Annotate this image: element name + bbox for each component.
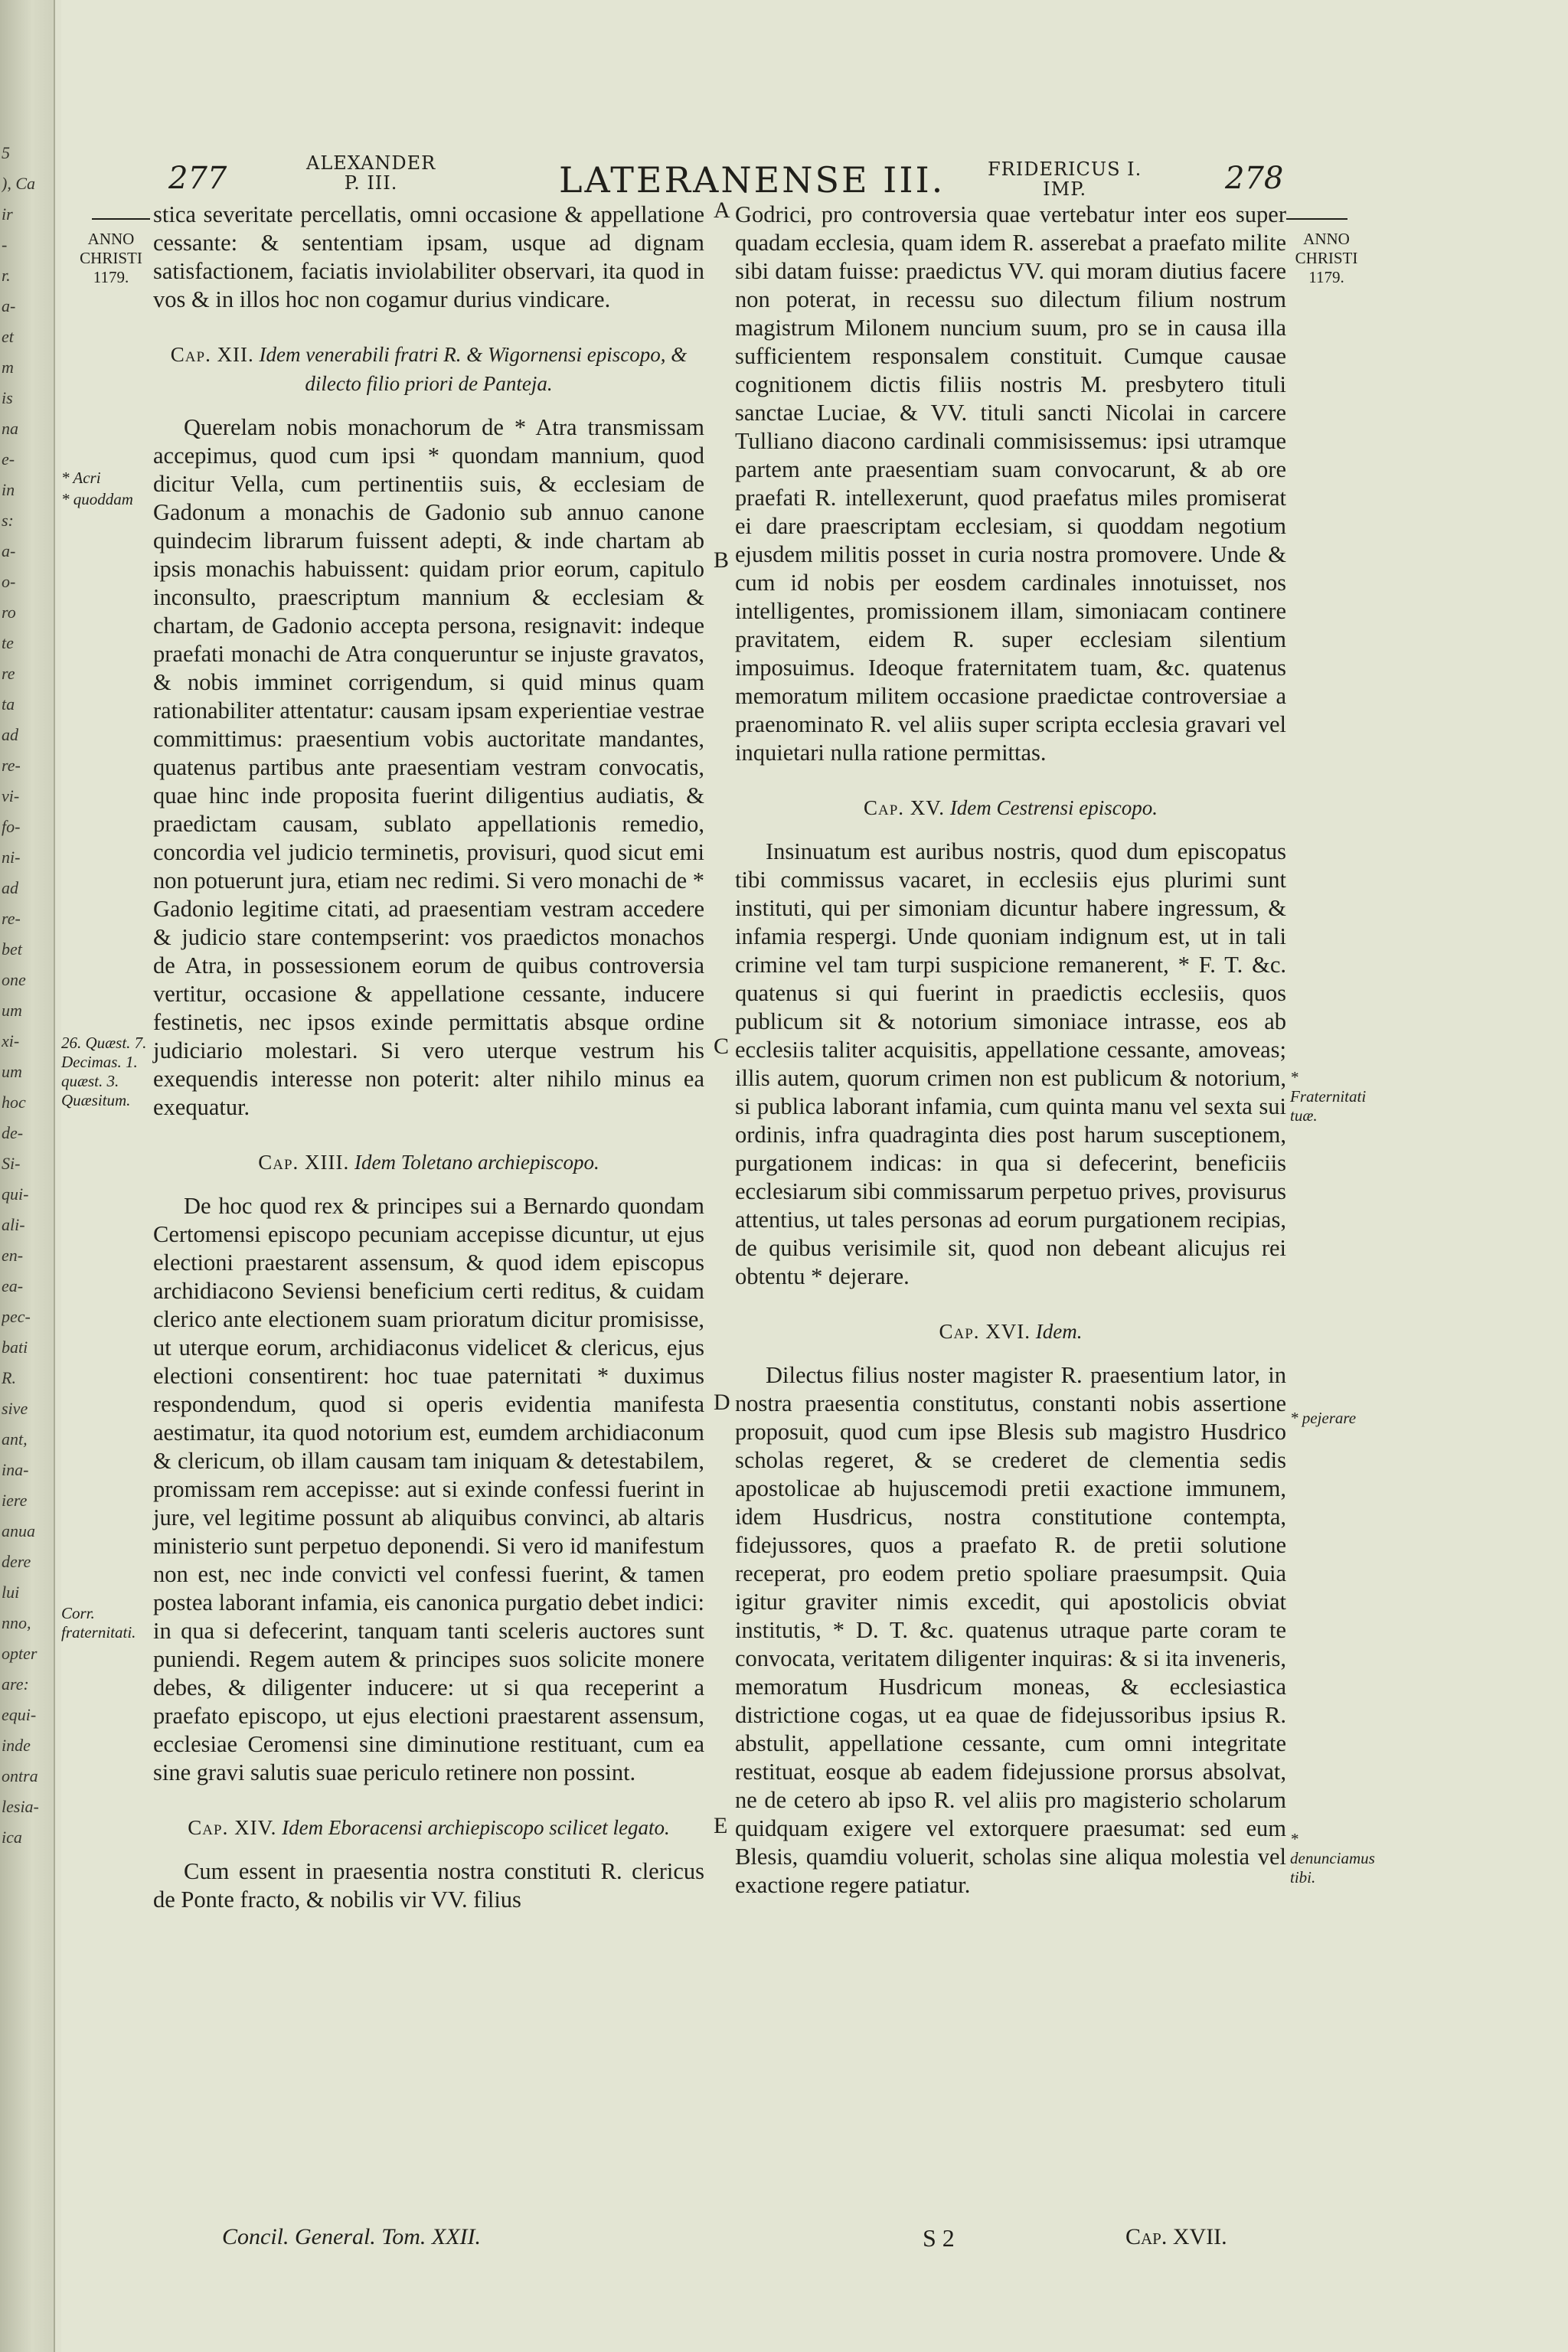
spine-fragment: ir [2, 204, 13, 224]
running-head-right-line1: FRIDERICUS I. [988, 158, 1142, 180]
chapter-address: Idem Toletano archiepiscopo. [354, 1151, 599, 1174]
spine-fragment: ta [2, 694, 15, 714]
spine-fragment: ro [2, 603, 16, 622]
margin-rule-right [1286, 218, 1348, 220]
chapter-heading-xiii [153, 1148, 704, 1177]
spine-fragment: fo- [2, 817, 21, 836]
section-letter-c: C [714, 1034, 730, 1059]
paragraph-continuation: stica severitate percellatis, omni occasione & appellatione cessante: & sententiam ipsam, usque ad dignam satisfactionem, faciatis inviolabiliter observari, ita quod in vos & in illos hoc non cogamur durius vindicare. [153, 201, 704, 312]
spine-fragment: et [2, 327, 14, 346]
chapter-label: Cap. XVI. [939, 1320, 1031, 1343]
text-column-right [735, 201, 1286, 1900]
anno-christi-left [77, 230, 145, 287]
footer-volume-reference: Concil. General. Tom. XXII. [222, 2224, 482, 2249]
christi-label: CHRISTI [80, 249, 142, 267]
spine-fragment: ad [2, 725, 18, 744]
chapter-heading-xiv [153, 1813, 704, 1842]
spine-fragment: anua [2, 1521, 35, 1540]
text-column-left [153, 201, 704, 1914]
spine-fragment: nno, [2, 1613, 31, 1632]
margin-note-quaestio: 26. Quæst. 7. Decimas. 1. quæst. 3. Quæsitum. [61, 1034, 147, 1109]
spine-fragment: Si- [2, 1154, 21, 1173]
paragraph-cap12: Querelam nobis monachorum de * Atra transmissam accepimus, quod cum ipsi * quondam mannium, quod dicitur Vella, cum pertinentiis suis, & ecclesiam de Gadonum a monachis de Gadonio sub annuo canone quindecim librarum fuissent adepti, & inde chartam ab ipsis monachis habuissent: quidam prior eorum, capitulo inconsulto, praescriptum mannium & ecclesiam & chartam, de Gadonio accepta persona, resignavit: indeque praefati monachi de Atra conqueruntur se injuste gravatos, & nobis imminet corrigendum, si quid minus quam rationabiliter attentatur: causam ipsam experientiae vestrae committimus: praesentium vobis auctoritate mandantes, quatenus partibus ante praesentiam vestram convocatis, quae hinc inde proposita fuerint diligentius audiatis, & praedictam causam, sublato appellationis remedio, concordia vel judicio terminetis, provisuri, quod sicut emi non potuerunt jura, etiam nec redimi. Si vero monachi de * Gadonio legitime citati, ad praesentiam vestram accedere & judicio stare contempserint: vos praedictos monachos de Atra, in possessionem eorum de quibus controversia vertitur, occasione & appellatione cessante, inducere festinetis, nec ipsos exinde permittatis absque ordine judiciario molestari. Si vero uterque vestrum his exequendis interesse non poterit: alter nihilo minus ea exequatur. [153, 414, 704, 1120]
paragraph-cap13: De hoc quod rex & principes sui a Bernardo quondam Certomensi episcopo pecuniam accepisse dicuntur, ut ejus electioni praestarent assensum, & quod idem episcopus archidiacono Seviensi beneficium certi reditus, & cuidam clerico ante electionem suam prioratum dicitur promisisse, ut uterque eorum, archidiaconus videlicet & clericus, ejus electioni consentirent: hoc tuae paternitati * duximus respondendum, quod si operis evidentia manifesta aestimatur, ita quod notorium est, eumdem archidiaconum & clericum, ob illam causam tam iniquam & detestabilem, promissam rem accepisse: aut si exinde confessi fuerint in jure, vel legitime possunt ab aliquibus convinci, ab altaris ministerio sunt perpetuo deponendi. Si vero id manifestum non est, nec inde convicti vel confessi fuerint, & tamen postea laborant infamia, eis canonica purgatio debet indici: in qua si defecerint, tanquam tanti sceleris auctores sunt puniendi. Regem autem & principes suos solicite monere debes, & diligenter inducere: ut si qua receperint a praefato episcopo, ut ejus electioni praestarent assensum, ecclesiae Ceromensi sine diminutione restituant, cum ea sine gravi salutis suae periculo retinere non possint. [153, 1193, 704, 1785]
spine-fragment: re [2, 664, 15, 683]
spine-fragment: 5 [2, 143, 10, 162]
spine-fragment: te [2, 633, 14, 652]
footer-catchword: Cap. XVII. [1125, 2224, 1227, 2249]
spine-fragment: bet [2, 939, 22, 959]
chapter-label: Cap. XIII. [258, 1151, 350, 1174]
spine-fragment: dere [2, 1552, 31, 1571]
spine-fragment: o- [2, 572, 16, 591]
spine-fragment: ant, [2, 1429, 28, 1449]
page-title: LATERANENSE III. [559, 159, 946, 201]
section-letter-d: D [714, 1390, 730, 1415]
spine-fragment: R. [2, 1368, 16, 1387]
spine-fragment: sive [2, 1399, 28, 1418]
chapter-address: Idem Eboracensi archiepiscopo scilicet legato. [282, 1816, 670, 1839]
section-letter-b: B [714, 547, 730, 573]
spine-fragment: in [2, 480, 15, 499]
margin-note-acri: * Acri [61, 469, 101, 487]
spine-fragment: um [2, 1001, 22, 1020]
spine-fragment: re- [2, 909, 21, 928]
section-letter-a: A [714, 198, 730, 223]
chapter-label: Cap. XII. [170, 343, 254, 366]
spine-fragment: en- [2, 1246, 24, 1265]
paragraph-continuation: Godrici, pro controversia quae vertebatur inter eos super quadam ecclesia, quam idem R. asserebat a praefato milite sibi datam fuisse: praedictus VV. qui moram diutius facere non poterat, in recessu suo dilectum filium nostrum magistrum Milonem nuncium suum, pro se in causa illa sufficientem responsalem constituit. Cumque causae cognitionem dictis filiis nostris M. presbytero tituli sanctae Luciae, & VV. tituli sancti Nicolai in carcere Tulliano diacono cardinali commisissemus: ipsi utramque partem ante praesentiam suam convocarunt, & ab ore praefati R. intellexerunt, quod praefatus miles promiserat ei dare praescriptam ecclesiam, si quoddam negotium ejusdem militis posset in curia nostra promovere. Unde & cum id nobis per eosdem cardinales innotuisset, nos intelligentes, promissionem illam, simoniacam continere pravitatem, eidem R. super ecclesiam silentium imposuimus. Ideoque fraternitatem tuam, &c. quatenus memoratum militem occasione praedictae controversiae a praenominato R. vel aliis super scripta ecclesia gravari vel inquietari nulla ratione permittas. [735, 201, 1286, 766]
spine-fragment: - [2, 235, 8, 254]
anno-label: ANNO [1303, 230, 1350, 248]
spine-fragment: are: [2, 1674, 29, 1694]
running-head-left [306, 153, 436, 193]
spine-fragment: ali- [2, 1215, 25, 1234]
paragraph-cap16: Dilectus filius noster magister R. praesentium lator, in nostra praesentia constitutus, constanti nobis assertione proposuit, quod cum ipse Blesis sub magistro Husdrico scholas regeret, & se crederet de clementia sedis apostolicae ab hujuscemodi pretii exactione immunem, idem Husdricus, nostra constitutione contempta, fidejussores, quos a praefato R. de pretii solutione receperat, pro eodem pretio spoliare praesumpsit. Quia igitur graviter nimis excedit, qui apostolicis obviat institutis, * D. T. &c. quatenus utraque parte coram te convocata, veritatem diligenter inquiras: & si ita inveneris, memoratum Husdricum moneas, & ecclesiastica districtione cogas, ut ea quae de fidejussoribus ipsius R. abstulit, appellatione cessante, cum omni integritate restituat, eosque ab eadem fidejussione prorsus absolvat, ne de cetero ab ipso R. vel aliis pro magisterio scholarum quidquam exigere vel extorquere praesumat: sed eum Blesis, quamdiu voluerit, scholas sine aliqua molestia vel exactione regere patiatur. [735, 1362, 1286, 1898]
margin-note-denunciamus: * denunciamus tibi. [1290, 1830, 1375, 1886]
spine-fragment: ontra [2, 1766, 38, 1785]
paragraph-cap15: Insinuatum est auribus nostris, quod dum episcopatus tibi commissus vacaret, in ecclesiis ejus plurimi sunt instituti, qui per simoniam dicuntur habere ingressum, & infamia respergi. Unde quoniam indignum est, ut in tali crimine vel tam turpi suspicione remanerent, * F. T. &c. quatenus si qui fuerint in praedictis ecclesiis, quos publicum sit & notorium simoniace intrasse, eos ab ecclesiis taliter acquisitis, appellatione cessante, amoveas; illis autem, quorum crimen non est publicum & notorium, si publica laborant infamia, cum quinta manu vel sexta sui ordinis, infra quadraginta dies post harum susceptionem, purgationem indicas: in qua si defecerint, beneficiis ecclesiarum sibi commissarum perpetuo prives, provisurus attentius, ut tales personas ad eorum purgationem recipias, de quibus verisimile sit, quod non debeant alicujus rei obtentu * dejerare. [735, 838, 1286, 1289]
spine-fragment: ad [2, 878, 18, 897]
spine-fragment: lui [2, 1583, 20, 1602]
spine-fragment: ni- [2, 848, 21, 867]
spine-fragment: equi- [2, 1705, 37, 1724]
spine-fragment: xi- [2, 1031, 20, 1050]
running-head-right-line2: IMP. [1043, 178, 1087, 200]
running-head-left-line2: P. III. [344, 172, 398, 194]
spine-fragment: na [2, 419, 18, 438]
margin-note-pejerare: * pejerare [1290, 1409, 1357, 1427]
chapter-address: Idem venerabili fratri R. & Wigornensi episcopo, & dilecto filio priori de Panteja. [259, 343, 688, 395]
chapter-heading-xii [153, 340, 704, 398]
spine-fragment: bati [2, 1338, 28, 1357]
chapter-label: Cap. XIV. [188, 1816, 277, 1839]
running-head-left-line1: ALEXANDER [306, 152, 436, 174]
margin-note-quoddam: * quoddam [61, 490, 133, 508]
spine-fragment: de- [2, 1123, 24, 1142]
spine-fragment: a- [2, 296, 16, 315]
spine-fragment: one [2, 970, 26, 989]
spine-fragment: ), Ca [2, 174, 35, 193]
spine-fragment: pec- [2, 1307, 31, 1326]
chapter-heading-xv [735, 793, 1286, 822]
running-head-right [988, 159, 1142, 199]
spine-fragment: hoc [2, 1093, 26, 1112]
chapter-label: Cap. XV. [863, 796, 946, 819]
chapter-address: Idem. [1035, 1320, 1083, 1343]
anno-label: ANNO [87, 230, 135, 248]
spine-fragment: inde [2, 1736, 31, 1755]
spine-fragment: ina- [2, 1460, 29, 1479]
spine-fragment: iere [2, 1491, 28, 1510]
section-letter-e: E [714, 1813, 728, 1838]
paragraph-cap14: Cum essent in praesentia nostra constituti R. clericus de Ponte fracto, & nobilis vir VV. filius [153, 1858, 704, 1913]
spine-fragment: vi- [2, 786, 20, 805]
page-number-right: 278 [1225, 161, 1284, 196]
spine-fragment: um [2, 1062, 22, 1081]
facing-page-fragments [2, 138, 51, 1853]
margin-note-correction: Corr. fraternitati. [61, 1604, 136, 1642]
year-label: 1179. [1308, 268, 1344, 286]
christi-label: CHRISTI [1295, 249, 1358, 267]
spine-fragment: ea- [2, 1276, 24, 1295]
margin-note-fraternitati: * Fraternitati tuæ. [1290, 1068, 1367, 1125]
book-page [61, 0, 1568, 2352]
spine-fragment: qui- [2, 1184, 29, 1204]
book-spine-edge [0, 0, 55, 2352]
chapter-heading-xvi [735, 1317, 1286, 1346]
spine-fragment: s: [2, 511, 14, 530]
spine-fragment: ica [2, 1828, 22, 1847]
spine-fragment: a- [2, 541, 16, 560]
chapter-address: Idem Cestrensi episcopo. [949, 796, 1158, 819]
running-header [61, 153, 1568, 207]
spine-fragment: e- [2, 449, 15, 469]
anno-christi-right [1290, 230, 1363, 287]
spine-fragment: is [2, 388, 13, 407]
margin-rule-left [92, 218, 150, 220]
spine-fragment: re- [2, 756, 21, 775]
spine-fragment: opter [2, 1644, 38, 1663]
spine-fragment: r. [2, 266, 11, 285]
spine-fragment: m [2, 358, 14, 377]
page-number-left: 277 [168, 161, 227, 196]
spine-fragment: lesia- [2, 1797, 39, 1816]
year-label: 1179. [93, 268, 129, 286]
footer-signature-mark: S 2 [923, 2224, 955, 2252]
